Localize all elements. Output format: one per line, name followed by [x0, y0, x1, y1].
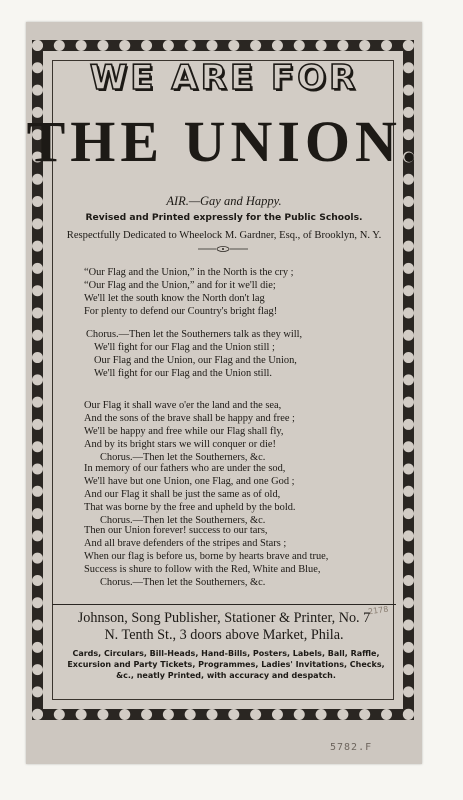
verse-2: [84, 399, 295, 464]
chorus-line: Chorus.—Then let the Southerners talk as they will,: [86, 329, 303, 340]
verse-line: “Our Flag and the Union,” in the North is the cry ;: [84, 267, 294, 278]
divider-rule: [52, 604, 396, 605]
publisher-line: Johnson, Song Publisher, Stationer & Printer, No. 7: [77, 610, 371, 626]
verse-3: [84, 462, 296, 527]
verse-line: For plenty to defend our Country's bright flag!: [84, 306, 278, 317]
verse-line: And by its bright stars we will conquer or die!: [84, 439, 276, 450]
verse-line: Our Flag it shall wave o'er the land and the sea,: [84, 400, 282, 411]
chorus-line: We'll fight for our Flag and the Union still.: [94, 368, 272, 379]
chorus-line: We'll fight for our Flag and the Union still ;: [94, 342, 275, 353]
chorus: [86, 328, 303, 380]
verse-line: We'll be happy and free while our Flag shall fly,: [84, 426, 284, 437]
verse-line: “Our Flag and the Union,” and for it we'll die;: [84, 280, 276, 291]
verse-line: That was borne by the free and upheld by the bold.: [84, 502, 296, 513]
verse-line: Success is shure to follow with the Red, White and Blue,: [84, 564, 321, 575]
publisher-imprint: [26, 610, 422, 644]
air-subtitle: AIR.—Gay and Happy.: [166, 194, 282, 208]
chorus-refrain: Chorus.—Then let the Southerners, &c.: [100, 515, 266, 526]
chorus-refrain: Chorus.—Then let the Southerners, &c.: [100, 577, 266, 588]
verse-line: And the sons of the brave shall be happy and free ;: [84, 413, 295, 424]
verse-4: [84, 524, 328, 589]
verse-line: We'll let the south know the North don't lag: [84, 293, 265, 304]
verse-line: And our Flag it shall be just the same as of old,: [84, 489, 281, 500]
revised-note: Revised and Printed expressly for the Public Schools.: [85, 212, 363, 223]
title-line-1: WE ARE FOR: [89, 58, 359, 98]
pencil-note: 2178: [367, 604, 389, 617]
broadside-sheet: [26, 22, 422, 764]
catalog-number: 5782.F: [330, 742, 373, 753]
verse-line: When our flag is before us, borne by hearts brave and true,: [84, 551, 329, 562]
verse-line: We'll have but one Union, one Flag, and one God ;: [84, 476, 295, 487]
publisher-line: N. Tenth St., 3 doors above Market, Phila.: [104, 627, 344, 643]
verse-1: [84, 266, 294, 318]
verse-line: In memory of our fathers who are under the sod,: [84, 463, 286, 474]
verse-line: Then our Union forever! success to our tars,: [84, 525, 268, 536]
chorus-refrain: Chorus.—Then let the Southerners, &c.: [100, 452, 266, 463]
printing-services: Cards, Circulars, Bill-Heads, Hand-Bills, Posters, Labels, Ball, Raffle, Excursion and Party Tickets, Programmes, Ladies' Invitations, Checks, &c., neatly Printed, with accuracy and despatch.: [67, 649, 385, 680]
chorus-line: Our Flag and the Union, our Flag and the Union,: [94, 355, 297, 366]
title-line-2: THE UNION.: [26, 109, 422, 174]
verse-line: And all brave defenders of the stripes and Stars ;: [84, 538, 287, 549]
dedication: Respectfully Dedicated to Wheelock M. Gardner, Esq., of Brooklyn, N. Y.: [66, 230, 382, 241]
ornament-divider-icon: [198, 246, 248, 252]
